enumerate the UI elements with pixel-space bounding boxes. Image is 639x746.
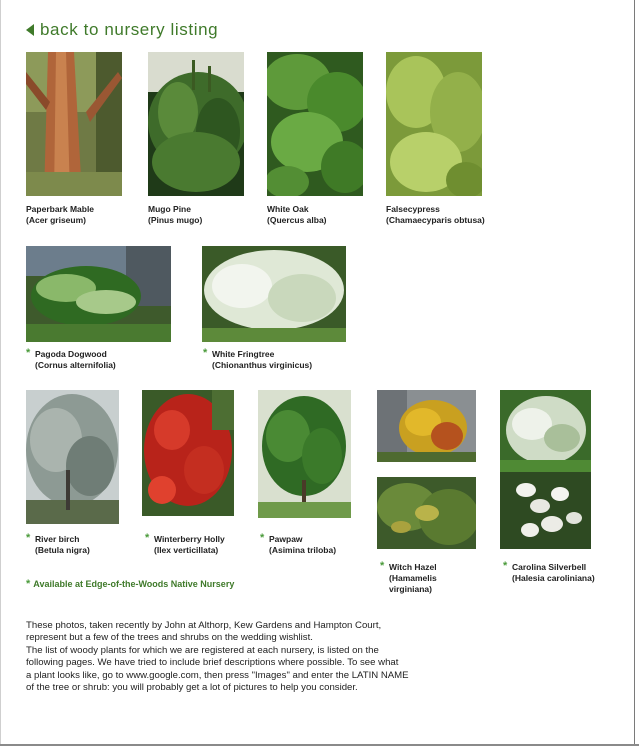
common-name: Pawpaw [269,534,303,544]
witch-hazel-photo-autumn [377,390,476,462]
paragraph-line: These photos, taken recently by John at Althorp, Kew Gardens and Hampton Court, [26,620,382,631]
carolina-silverbell-photo-flowers [500,472,591,549]
page-border-left [0,0,1,746]
latin-name: (Ilex verticillata) [154,545,219,555]
latin-name: (Acer griseum) [26,215,86,225]
common-name: White Oak [267,204,309,214]
latin-name-line1: (Hamamelis [389,573,437,583]
latin-name-line2: virginiana) [389,584,432,594]
back-link-label: back to nursery listing [40,20,219,39]
native-nursery-note [26,578,234,590]
carolina-silverbell-photo-tree [500,390,591,472]
common-name: Carolina Silverbell [512,562,587,572]
page-border-right [634,0,635,746]
common-name: Falsecypress [386,204,440,214]
native-star-icon: * [26,532,31,544]
pawpaw-photo [258,390,351,518]
paperbark-maple-photo [26,52,122,196]
winterberry-holly-caption [145,532,225,556]
pawpaw-caption [260,532,337,556]
paperbark-maple-caption [26,204,94,226]
common-name: White Fringtree [212,349,275,359]
mugo-pine-photo [148,52,244,196]
white-oak-caption [267,204,327,226]
white-fringetree-photo [202,246,346,342]
falsecypress-caption [386,204,485,226]
common-name: Winterberry Holly [154,534,225,544]
mugo-pine-caption [148,204,202,226]
native-star-icon: * [26,347,31,359]
latin-name: (Quercus alba) [267,215,327,225]
carolina-silverbell-caption [503,560,595,584]
paragraph-line: of the tree or shrub: you will probably get a lot of pictures to help you consider. [26,682,358,694]
back-to-nursery-listing-link[interactable] [26,20,218,40]
pagoda-dogwood-caption [26,347,116,371]
latin-name: (Cornus alternifolia) [35,360,116,370]
latin-name: (Halesia caroliniana) [512,573,595,583]
white-fringetree-caption [203,347,313,371]
native-star-icon: * [203,347,208,359]
common-name: River birch [35,534,80,544]
native-star-icon: * [145,532,150,544]
paragraph-line: The list of woody plants for which we are registered at each nursery, is listed on the [26,644,379,656]
paragraph-line: represent but a few of the trees and shrubs on the wedding wishlist. [26,632,313,644]
native-star-icon: * [380,560,385,572]
native-star-icon: * [26,578,31,590]
native-star-icon: * [260,532,265,544]
pagoda-dogwood-photo [26,246,171,342]
white-oak-photo [267,52,363,196]
latin-name: (Pinus mugo) [148,215,203,225]
latin-name: (Chionanthus virginicus) [212,360,313,370]
common-name: Pagoda Dogwood [35,349,107,359]
paragraph-line: a plant looks like, go to www.google.com, then press "Images" and enter the LATIN NAME [26,669,409,681]
description-paragraph [26,620,466,694]
winterberry-holly-photo [142,390,234,516]
native-star-icon: * [503,560,508,572]
latin-name: (Chamaecyparis obtusa) [386,215,485,225]
river-birch-photo [26,390,119,524]
witch-hazel-photo-bloom [377,477,476,549]
river-birch-caption [26,532,90,556]
common-name: Mugo Pine [148,204,191,214]
latin-name: (Betula nigra) [35,545,90,555]
common-name: Witch Hazel [389,562,437,572]
witch-hazel-caption [380,560,437,595]
common-name: Paperbark Mable [26,204,95,214]
falsecypress-photo [386,52,482,196]
back-arrow-icon [26,24,34,36]
native-nursery-note-text: Available at Edge-of-the-Woods Native Nursery [33,579,235,589]
latin-name: (Asimina triloba) [269,545,337,555]
paragraph-line: following pages. We have tried to include brief descriptions where possible. To see what [26,657,399,669]
